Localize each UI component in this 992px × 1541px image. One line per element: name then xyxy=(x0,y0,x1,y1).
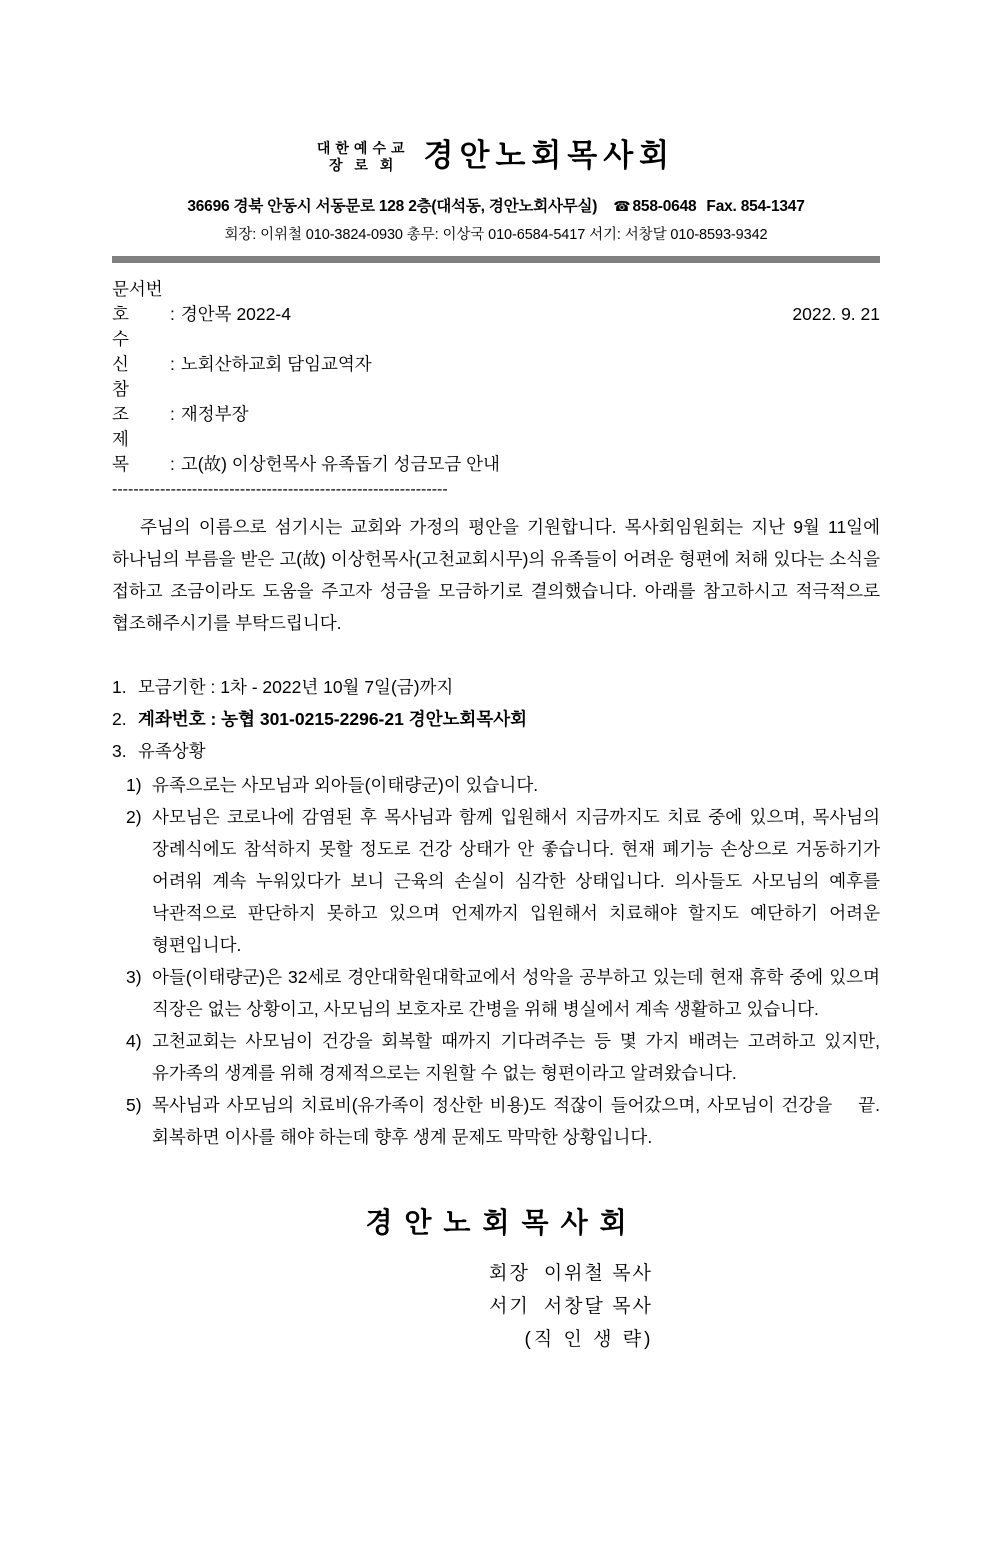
meta-row-doc-number xyxy=(112,277,880,327)
doc-number-label: 문서번호 xyxy=(112,279,163,324)
list-item-number: 1. xyxy=(112,677,127,697)
list-item-text: 계좌번호 : 농협 301-0215-2296-21 경안노회목사회 xyxy=(138,709,528,729)
meta-row-recipient xyxy=(112,327,880,377)
phone-number: 858-0648 xyxy=(632,198,697,215)
letterhead xyxy=(112,138,880,174)
sub-list-item xyxy=(126,961,880,1025)
sub-list-item-text: 고천교회는 사모님이 건강을 회복할 때까지 기다려주는 등 몇 가지 배려는 고려하고 있지만, 유가족의 생계를 위해 경제적으로는 지원할 수 없는 형편이라고 알려왔습니다. xyxy=(152,1031,880,1083)
numbered-items xyxy=(112,671,880,1153)
sub-list-item-number: 1) xyxy=(126,775,142,795)
sub-list-item-body: 목사님과 사모님의 치료비(유가족이 정산한 비용)도 적잖이 들어갔으며, 사모님이 건강을 회복하면 이사를 해야 하는데 향후 생계 문제도 막막한 상황입니다. xyxy=(152,1095,833,1147)
address-text: 36696 경북 안동시 서동문로 128 2층(대석동, 경안노회사무실) xyxy=(187,198,598,215)
meta-divider-dashes: --------------------------------------------------------------- xyxy=(112,481,448,498)
recipient-group xyxy=(112,327,372,377)
sub-list-item-number: 5) xyxy=(126,1095,142,1115)
signature-chair xyxy=(112,1257,880,1290)
list-item-text: 모금기한 : 1차 - 2022년 10월 7일(금)까지 xyxy=(138,677,454,697)
cc-group xyxy=(112,377,249,427)
sub-list-item-number: 2) xyxy=(126,807,142,827)
doc-number-group xyxy=(112,277,291,327)
subject-group xyxy=(112,427,500,477)
list-item-text: 유족상황 xyxy=(138,741,206,761)
cc-label: 참 조 xyxy=(112,379,139,424)
document-page xyxy=(0,138,992,1541)
subject-colon: : xyxy=(170,454,175,474)
end-mark: 끝. xyxy=(858,1095,880,1115)
meta-row-subject xyxy=(112,427,880,477)
denomination-name xyxy=(317,140,410,174)
signature-clerk-name: 서창달 목사 xyxy=(543,1296,653,1317)
header-divider-rule xyxy=(112,256,880,263)
sub-list-item xyxy=(126,801,880,961)
sub-list-item xyxy=(126,1025,880,1089)
document-meta xyxy=(112,277,880,477)
signature-block xyxy=(112,1257,880,1356)
recipient-colon: : xyxy=(170,354,175,374)
sub-list-item xyxy=(126,769,880,801)
list-item-number: 3. xyxy=(112,741,127,761)
subject-label: 제 목 xyxy=(112,429,139,474)
list-item-number: 2. xyxy=(112,709,127,729)
sub-list-item-text xyxy=(152,1089,880,1153)
sub-list-item xyxy=(126,1089,880,1153)
signature-organization: 경안노회목사회 xyxy=(365,1207,639,1238)
fax-number: Fax. 854-1347 xyxy=(706,198,805,215)
recipient-value: 노회산하교회 담임교역자 xyxy=(180,354,372,374)
list-item xyxy=(112,703,880,735)
address-line xyxy=(112,194,880,216)
organization-name: 경안노회목사회 xyxy=(423,138,676,173)
signature-seal-note: (직 인 생 략) xyxy=(524,1329,654,1350)
list-item xyxy=(112,735,880,767)
signature-chair-role: 회장 xyxy=(489,1263,530,1284)
meta-row-cc xyxy=(112,377,880,427)
subject-value: 고(故) 이상헌목사 유족돕기 성금모금 안내 xyxy=(180,454,500,474)
signature-clerk-role: 서기 xyxy=(489,1296,530,1317)
sub-list-item-text: 유족으로는 사모님과 외아들(이태량군)이 있습니다. xyxy=(152,775,539,795)
denomination-line-1: 대한예수교 xyxy=(316,140,410,156)
sub-items xyxy=(112,769,880,1153)
signature-chair-name: 이위철 목사 xyxy=(543,1263,653,1284)
cc-colon: : xyxy=(170,404,175,424)
officer-contact-line xyxy=(112,223,880,244)
body-paragraph: 주님의 이름으로 섬기시는 교회와 가정의 평안을 기원합니다. 목사회임원회는 지난 9월 11일에 하나님의 부름을 받은 고(故) 이상헌목사(고천교회시무)의 유족들이 어려운 형편에 처해 있다는 소식을 접하고 조금이라도 도움을 주고자 성금을 모금하기로 결의했습니다. 아래를 참고하시고 적극적으로 협조해주시기를 부탁드립니다. xyxy=(112,517,880,633)
list-item xyxy=(112,671,880,703)
letterhead-title-group xyxy=(317,138,675,174)
cc-value: 재정부장 xyxy=(180,404,249,424)
signature-clerk xyxy=(112,1290,880,1323)
sub-list-item-number: 4) xyxy=(126,1031,142,1051)
recipient-label: 수 신 xyxy=(112,329,139,374)
doc-number-colon: : xyxy=(170,304,175,324)
sub-list-item-text: 사모님은 코로나에 감염된 후 목사님과 함께 입원해서 지금까지도 치료 중에 있으며, 목사님의 장례식에도 참석하지 못할 정도로 건강 상태가 안 좋습니다. 현재 폐기능 손상으로 거동하기가 어려워 계속 누워있다가 보니 근육의 손실이 심각한 상태입니다. 의사들도 사모님의 예후를 낙관적으로 판단하지 못하고 있으며 언제까지 입원해서 치료해야 할지도 예단하기 어려운 형편입니다. xyxy=(152,807,880,955)
sub-list-item-number: 3) xyxy=(126,967,142,987)
document-date: 2022. 9. 21 xyxy=(792,304,880,324)
phone-icon: ☎ xyxy=(613,198,631,214)
sub-list-item-text: 아들(이태량군)은 32세로 경안대학원대학교에서 성악을 공부하고 있는데 현재 휴학 중에 있으며 직장은 없는 상황이고, 사모님의 보호자로 간병을 위해 병실에서 계속 생활하고 있습니다. xyxy=(152,967,880,1019)
denomination-line-2: 장 로 회 xyxy=(329,157,398,173)
officer-contacts: 회장: 이위철 010-3824-0930 총무: 이상국 010-6584-5417 서기: 서창달 010-8593-9342 xyxy=(224,227,768,243)
doc-number-value: 경안목 2022-4 xyxy=(180,304,291,324)
